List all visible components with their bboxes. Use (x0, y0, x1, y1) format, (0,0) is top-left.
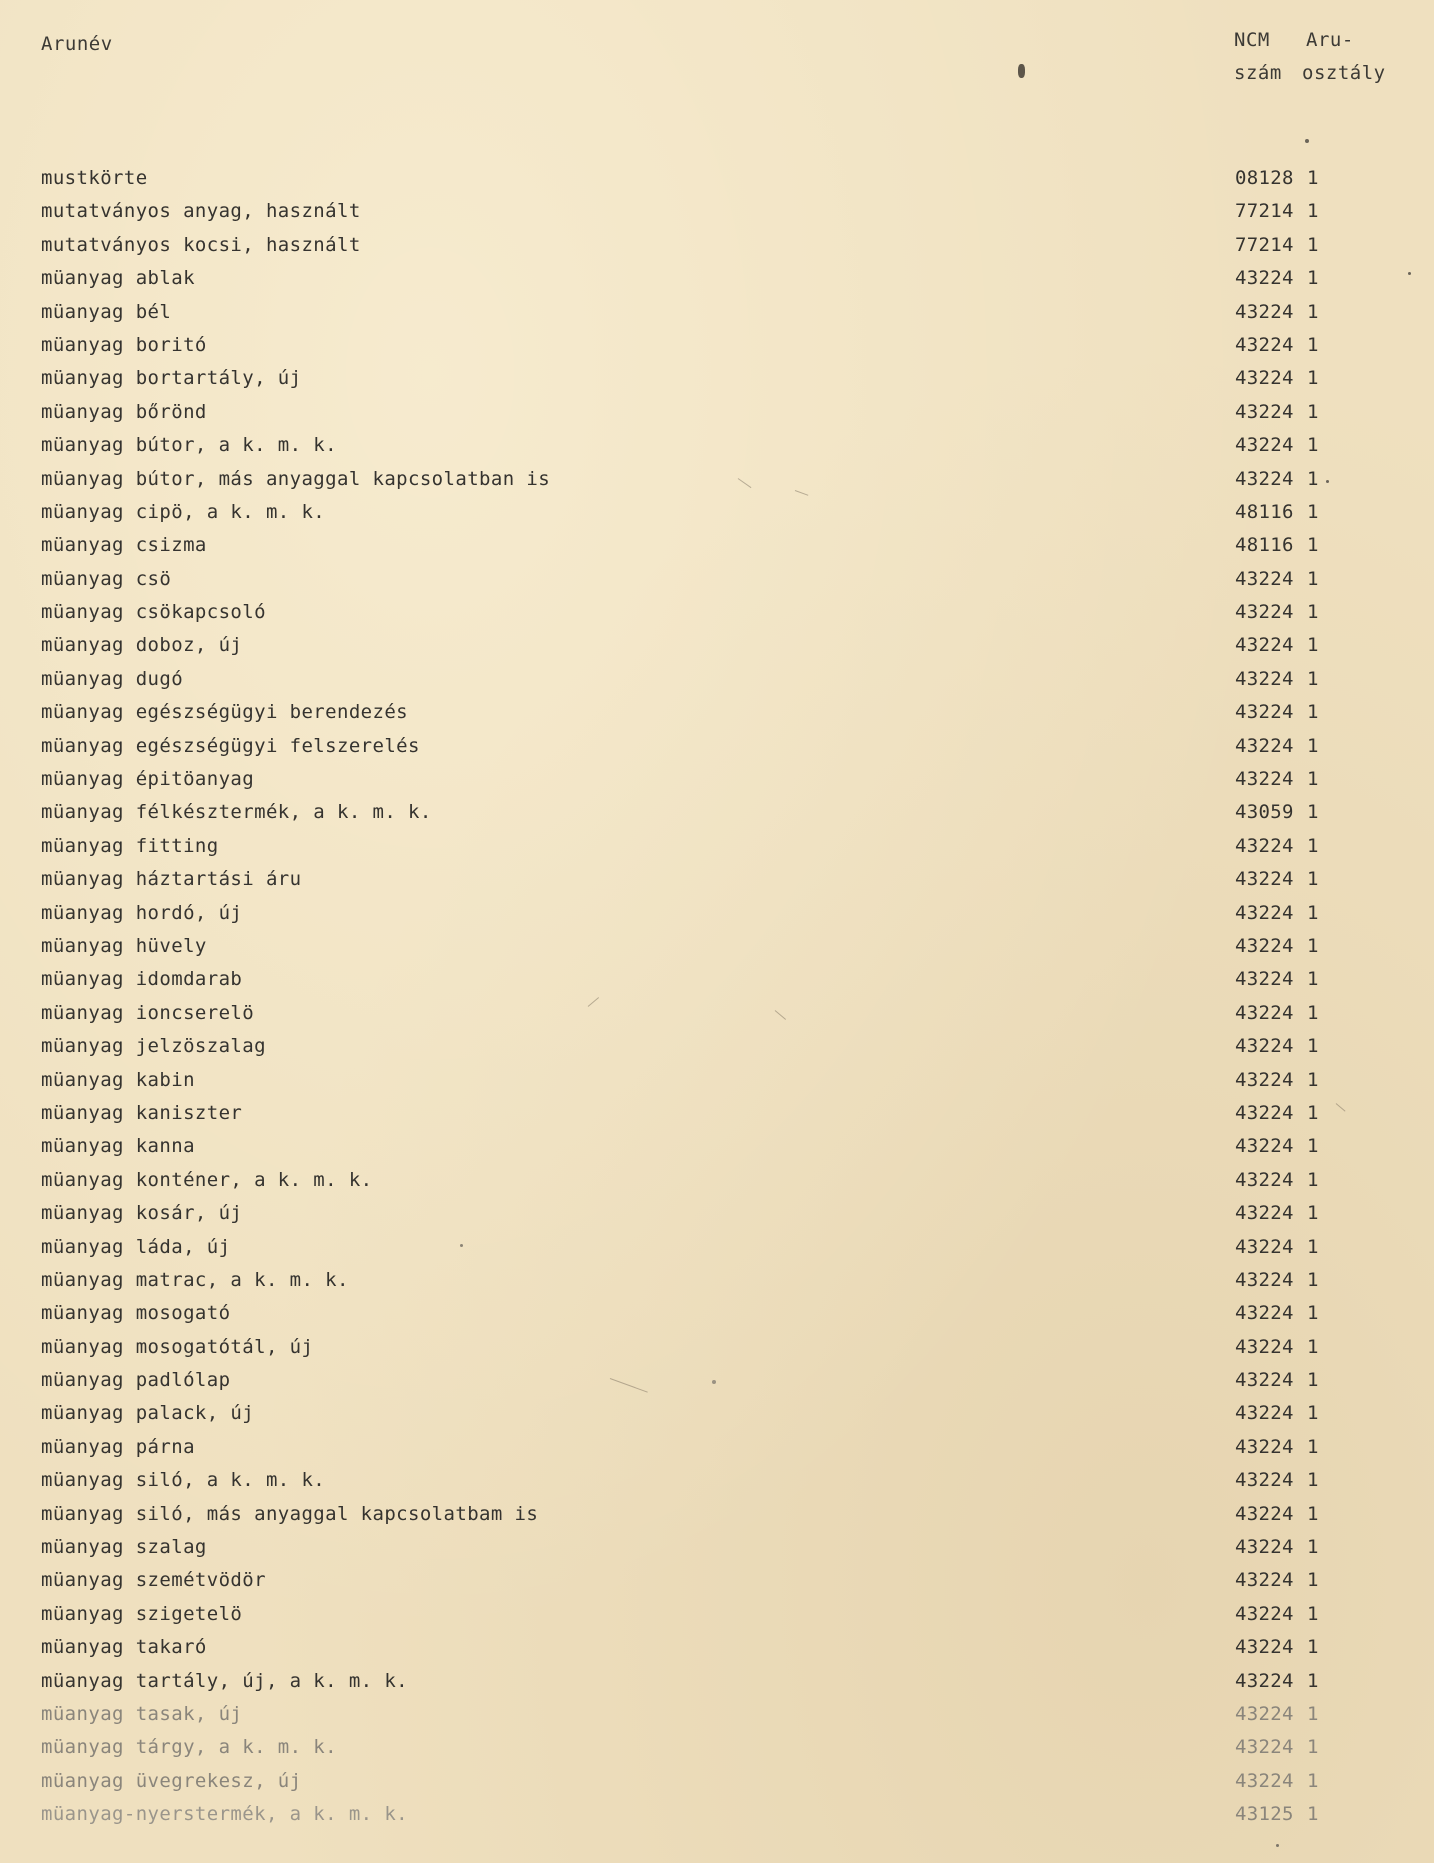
header-item-name: Arunév (41, 33, 113, 55)
goods-class: 1 (1307, 567, 1319, 590)
goods-class: 1 (1307, 1135, 1319, 1158)
ncm-code: 43224 (1235, 601, 1294, 624)
item-name: müanyag palack, új (41, 1402, 255, 1425)
table-row (0, 299, 1434, 332)
item-name: müanyag bőrönd (41, 400, 207, 423)
ncm-code: 43224 (1235, 267, 1294, 290)
goods-class: 1 (1307, 1335, 1319, 1358)
ncm-code: 43224 (1235, 1335, 1294, 1358)
ncm-code: 43224 (1235, 634, 1294, 657)
header-class-line1: Aru- (1306, 29, 1354, 51)
item-name: müanyag-nyerstermék, a k. m. k. (41, 1803, 409, 1826)
table-row (0, 1701, 1434, 1734)
ncm-code: 43224 (1235, 868, 1294, 891)
table-row (0, 399, 1434, 432)
scan-speck (1276, 1844, 1279, 1847)
ncm-code: 43224 (1235, 701, 1294, 724)
ncm-code: 43224 (1235, 434, 1294, 457)
scan-speck (1408, 272, 1411, 275)
item-name: müanyag padlólap (41, 1369, 231, 1392)
ncm-code: 43224 (1235, 1035, 1294, 1058)
scan-speck (1018, 64, 1025, 78)
table-row (0, 265, 1434, 298)
item-name: müanyag idomdarab (41, 968, 243, 991)
goods-class: 1 (1307, 400, 1319, 423)
goods-class: 1 (1307, 1035, 1319, 1058)
table-row (0, 1668, 1434, 1701)
ncm-code: 43224 (1235, 1135, 1294, 1158)
table-row (0, 1801, 1434, 1834)
ncm-code: 43224 (1235, 934, 1294, 957)
table-row (0, 1300, 1434, 1333)
scan-speck (712, 1380, 716, 1384)
item-name: müanyag doboz, új (41, 634, 243, 657)
ncm-code: 77214 (1235, 200, 1294, 223)
table-row (0, 1501, 1434, 1534)
item-name: müanyag ioncserelö (41, 1001, 255, 1024)
goods-class: 1 (1307, 934, 1319, 957)
goods-class: 1 (1307, 1702, 1319, 1725)
goods-class: 1 (1307, 1669, 1319, 1692)
scan-speck (1305, 139, 1309, 143)
item-name: müanyag szalag (41, 1536, 207, 1559)
table-row (0, 566, 1434, 599)
header-class-line2: osztály (1302, 62, 1386, 84)
goods-class: 1 (1307, 768, 1319, 791)
table-row (0, 866, 1434, 899)
goods-class: 1 (1307, 200, 1319, 223)
table-row (0, 1167, 1434, 1200)
goods-class: 1 (1307, 1068, 1319, 1091)
item-name: müanyag bútor, a k. m. k. (41, 434, 337, 457)
header-ncm-line1: NCM (1234, 29, 1270, 51)
item-name: müanyag bél (41, 300, 172, 323)
table-row (0, 532, 1434, 565)
table-row (0, 1400, 1434, 1433)
table-row (0, 1467, 1434, 1500)
ncm-code: 43224 (1235, 1268, 1294, 1291)
item-name: müanyag jelzöszalag (41, 1035, 266, 1058)
goods-class: 1 (1307, 734, 1319, 757)
ncm-code: 43224 (1235, 1636, 1294, 1659)
goods-class: 1 (1307, 467, 1319, 490)
ncm-code: 77214 (1235, 233, 1294, 256)
ncm-code: 43224 (1235, 400, 1294, 423)
goods-class: 1 (1307, 1602, 1319, 1625)
item-name: müanyag fitting (41, 834, 219, 857)
item-name: müanyag kabin (41, 1068, 195, 1091)
ncm-code: 43224 (1235, 968, 1294, 991)
item-name: müanyag háztartási áru (41, 868, 302, 891)
ncm-code: 43224 (1235, 467, 1294, 490)
item-name: müanyag kosár, új (41, 1202, 243, 1225)
goods-class: 1 (1307, 1636, 1319, 1659)
table-row (0, 799, 1434, 832)
ncm-code: 43224 (1235, 1302, 1294, 1325)
table-row (0, 198, 1434, 231)
item-name: müanyag matrac, a k. m. k. (41, 1268, 349, 1291)
ncm-code: 43224 (1235, 734, 1294, 757)
item-name: müanyag mosogató (41, 1302, 231, 1325)
item-name: müanyag kanna (41, 1135, 195, 1158)
table-row (0, 1367, 1434, 1400)
item-name: müanyag épitöanyag (41, 768, 255, 791)
table-row (0, 733, 1434, 766)
item-name: müanyag csö (41, 567, 172, 590)
item-name: müanyag cipö, a k. m. k. (41, 500, 326, 523)
table-row (0, 1067, 1434, 1100)
ncm-code: 43224 (1235, 1202, 1294, 1225)
item-name: müanyag láda, új (41, 1235, 231, 1258)
table-row (0, 966, 1434, 999)
scan-speck (460, 1244, 463, 1247)
table-row (0, 232, 1434, 265)
table-row (0, 666, 1434, 699)
goods-class: 1 (1307, 1168, 1319, 1191)
ncm-code: 43224 (1235, 1769, 1294, 1792)
ncm-code: 43224 (1235, 567, 1294, 590)
goods-class: 1 (1307, 901, 1319, 924)
table-row (0, 933, 1434, 966)
goods-class: 1 (1307, 367, 1319, 390)
ncm-code: 43224 (1235, 1602, 1294, 1625)
item-name: müanyag dugó (41, 667, 184, 690)
ncm-code: 43224 (1235, 1702, 1294, 1725)
goods-class: 1 (1307, 1402, 1319, 1425)
goods-class: 1 (1307, 634, 1319, 657)
ncm-code: 43224 (1235, 1669, 1294, 1692)
item-name: müanyag üvegrekesz, új (41, 1769, 302, 1792)
item-name: mutatványos anyag, használt (41, 200, 361, 223)
goods-class: 1 (1307, 1268, 1319, 1291)
goods-class: 1 (1307, 1536, 1319, 1559)
table-row (0, 1334, 1434, 1367)
goods-class: 1 (1307, 1302, 1319, 1325)
ncm-code: 43224 (1235, 1001, 1294, 1024)
table-row (0, 165, 1434, 198)
goods-class: 1 (1307, 801, 1319, 824)
item-name: müanyag mosogatótál, új (41, 1335, 314, 1358)
goods-class: 1 (1307, 601, 1319, 624)
ncm-code: 43224 (1235, 667, 1294, 690)
ncm-code: 43224 (1235, 1068, 1294, 1091)
ncm-code: 43224 (1235, 1168, 1294, 1191)
ncm-code: 08128 (1235, 167, 1294, 189)
ncm-code: 43224 (1235, 367, 1294, 390)
item-name: müanyag bortartály, új (41, 367, 302, 390)
ncm-code: 43224 (1235, 1502, 1294, 1525)
ncm-code: 48116 (1235, 500, 1294, 523)
table-row (0, 1033, 1434, 1066)
goods-class: 1 (1307, 1101, 1319, 1124)
item-name: müanyag párna (41, 1435, 195, 1458)
ncm-code: 43224 (1235, 1435, 1294, 1458)
ncm-code: 43224 (1235, 333, 1294, 356)
item-name: müanyag siló, más anyaggal kapcsolatbam is (41, 1502, 539, 1525)
goods-class: 1 (1307, 1235, 1319, 1258)
table-row (0, 1567, 1434, 1600)
table-row (0, 699, 1434, 732)
goods-class: 1 (1307, 968, 1319, 991)
table-row (0, 1734, 1434, 1767)
table-row (0, 632, 1434, 665)
table-row (0, 432, 1434, 465)
goods-class: 1 (1307, 534, 1319, 557)
goods-class: 1 (1307, 1435, 1319, 1458)
item-name: müanyag kaniszter (41, 1101, 243, 1124)
goods-class: 1 (1307, 701, 1319, 724)
ncm-code: 43224 (1235, 1235, 1294, 1258)
goods-class: 1 (1307, 300, 1319, 323)
ncm-code: 43224 (1235, 1101, 1294, 1124)
goods-class: 1 (1307, 233, 1319, 256)
scan-speck (1326, 480, 1329, 483)
item-name: müanyag csökapcsoló (41, 601, 266, 624)
table-row (0, 1200, 1434, 1233)
ncm-code: 48116 (1235, 534, 1294, 557)
table-row (0, 1601, 1434, 1634)
ncm-code: 43224 (1235, 834, 1294, 857)
ncm-code: 43224 (1235, 1402, 1294, 1425)
item-name: müanyag csizma (41, 534, 207, 557)
table-row (0, 900, 1434, 933)
goods-class: 1 (1307, 1736, 1319, 1759)
item-name: müanyag ablak (41, 267, 195, 290)
item-name: müanyag egészségügyi berendezés (41, 701, 409, 724)
item-name: müanyag tartály, új, a k. m. k. (41, 1669, 409, 1692)
table-row (0, 599, 1434, 632)
item-name: müanyag szigetelö (41, 1602, 243, 1625)
table-row (0, 1434, 1434, 1467)
item-name: müanyag félkésztermék, a k. m. k. (41, 801, 432, 824)
table-row (0, 1634, 1434, 1667)
goods-class: 1 (1307, 1202, 1319, 1225)
item-name: müanyag takaró (41, 1636, 207, 1659)
table-row (0, 466, 1434, 499)
ncm-code: 43224 (1235, 901, 1294, 924)
goods-class: 1 (1307, 1502, 1319, 1525)
item-name: müanyag boritó (41, 333, 207, 356)
ncm-code: 43059 (1235, 801, 1294, 824)
ncm-code: 43224 (1235, 1469, 1294, 1492)
ncm-code: 43224 (1235, 1736, 1294, 1759)
ncm-code: 43224 (1235, 300, 1294, 323)
item-name: mutatványos kocsi, használt (41, 233, 361, 256)
table-row (0, 332, 1434, 365)
goods-class: 1 (1307, 1469, 1319, 1492)
goods-class: 1 (1307, 267, 1319, 290)
goods-class: 1 (1307, 834, 1319, 857)
goods-class: 1 (1307, 1369, 1319, 1392)
ncm-code: 43224 (1235, 768, 1294, 791)
item-name: müanyag egészségügyi felszerelés (41, 734, 420, 757)
goods-class: 1 (1307, 868, 1319, 891)
item-name: müanyag szemétvödör (41, 1569, 266, 1592)
table-row (0, 1100, 1434, 1133)
goods-class: 1 (1307, 333, 1319, 356)
table-row (0, 365, 1434, 398)
table-row (0, 1267, 1434, 1300)
goods-class: 1 (1307, 1569, 1319, 1592)
item-name: müanyag tasak, új (41, 1702, 243, 1725)
item-name: müanyag konténer, a k. m. k. (41, 1168, 373, 1191)
goods-class: 1 (1307, 167, 1319, 189)
ncm-code: 43224 (1235, 1369, 1294, 1392)
item-name: müanyag tárgy, a k. m. k. (41, 1736, 337, 1759)
ncm-code: 43224 (1235, 1569, 1294, 1592)
goods-class: 1 (1307, 1803, 1319, 1826)
goods-class: 1 (1307, 434, 1319, 457)
table-row (0, 1768, 1434, 1801)
table-row (0, 1534, 1434, 1567)
ncm-code: 43125 (1235, 1803, 1294, 1826)
header-ncm-line2: szám (1234, 62, 1282, 84)
goods-class: 1 (1307, 500, 1319, 523)
goods-class: 1 (1307, 1769, 1319, 1792)
table-row (0, 1234, 1434, 1267)
goods-class: 1 (1307, 1001, 1319, 1024)
item-name: mustkörte (41, 167, 148, 189)
table-row (0, 1000, 1434, 1033)
item-name: müanyag bútor, más anyaggal kapcsolatban is (41, 467, 551, 490)
ncm-code: 43224 (1235, 1536, 1294, 1559)
item-name: müanyag hordó, új (41, 901, 243, 924)
table-row (0, 833, 1434, 866)
item-name: müanyag siló, a k. m. k. (41, 1469, 326, 1492)
table-row (0, 1133, 1434, 1166)
table-row (0, 499, 1434, 532)
table-row (0, 766, 1434, 799)
item-list (0, 165, 1434, 1835)
item-name: müanyag hüvely (41, 934, 207, 957)
goods-class: 1 (1307, 667, 1319, 690)
